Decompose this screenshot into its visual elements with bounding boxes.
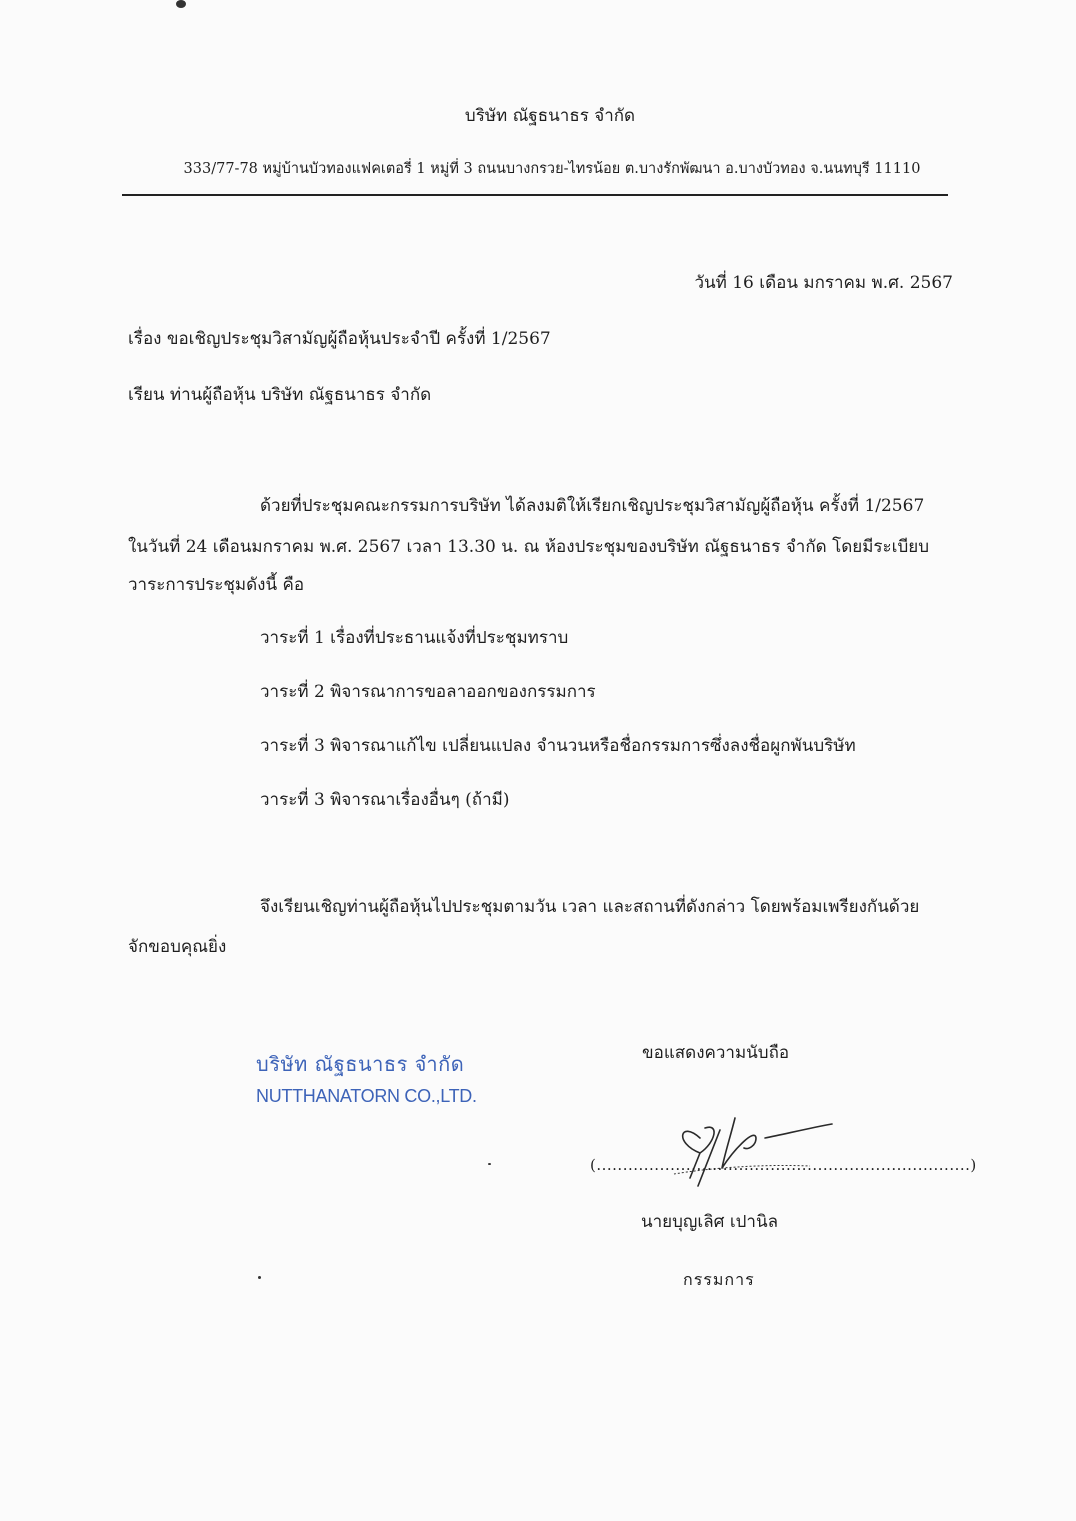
letter-subject: เรื่อง ขอเชิญประชุมวิสามัญผู้ถือหุ้นประจำปี ครั้งที่ 1/2567 — [128, 329, 551, 349]
company-stamp-english: NUTTHANATORN CO.,LTD. — [256, 1086, 477, 1106]
regards-text: ขอแสดงความนับถือ — [642, 1043, 790, 1063]
body-line: ด้วยที่ประชุมคณะกรรมการบริษัท ได้ลงมติให้เรียกเชิญประชุมวิสามัญผู้ถือหุ้น ครั้งที่ 1/2567 — [260, 496, 925, 516]
signature-line: (.......................................................................) — [590, 1156, 977, 1174]
body-line: ในวันที่ 24 เดือนมกราคม พ.ศ. 2567 เวลา 13.30 น. ณ ห้องประชุมของบริษัท ณัฐธนาธร จำกัด โดยมีระเบียบ — [128, 537, 930, 557]
letter-date: วันที่ 16 เดือน มกราคม พ.ศ. 2567 — [694, 273, 953, 293]
agenda-item: วาระที่ 2 พิจารณาการขอลาออกของกรรมการ — [260, 682, 596, 702]
handwritten-signature — [660, 1098, 840, 1188]
body-line: วาระการประชุมดังนี้ คือ — [128, 575, 305, 595]
agenda-item: วาระที่ 3 พิจารณาเรื่องอื่นๆ (ถ้ามี) — [260, 790, 510, 810]
closing-line: จึงเรียนเชิญท่านผู้ถือหุ้นไปประชุมตามวัน เวลา และสถานที่ดังกล่าว โดยพร้อมเพรียงกันด้วย — [260, 897, 920, 917]
header-divider — [122, 194, 948, 196]
scan-speck — [488, 1163, 491, 1165]
letterhead-company-name: บริษัท ณัฐธนาธร จำกัด — [464, 106, 636, 126]
scan-speck — [176, 0, 186, 8]
closing-line: จักขอบคุณยิ่ง — [128, 937, 227, 957]
signer-title: กรรมการ — [683, 1270, 755, 1289]
signer-name: นายบุญเลิศ เปานิล — [641, 1212, 779, 1232]
letterhead-address: 333/77-78 หมู่บ้านบัวทองแฟคเตอรี่ 1 หมู่ที่ 3 ถนนบางกรวย-ไทรน้อย ต.บางรักพัฒนา อ.บางบัวทอง จ.นนทบุรี 11110 — [183, 161, 921, 177]
agenda-item: วาระที่ 1 เรื่องที่ประธานแจ้งที่ประชุมทราบ — [260, 628, 569, 648]
company-stamp-thai: บริษัท ณัฐธนาธร จำกัด — [256, 1052, 465, 1076]
scan-speck — [258, 1276, 261, 1279]
letter-recipient: เรียน ท่านผู้ถือหุ้น บริษัท ณัฐธนาธร จำกัด — [128, 385, 432, 405]
agenda-item: วาระที่ 3 พิจารณาแก้ไข เปลี่ยนแปลง จำนวนหรือชื่อกรรมการซึ่งลงชื่อผูกพันบริษัท — [260, 736, 856, 756]
